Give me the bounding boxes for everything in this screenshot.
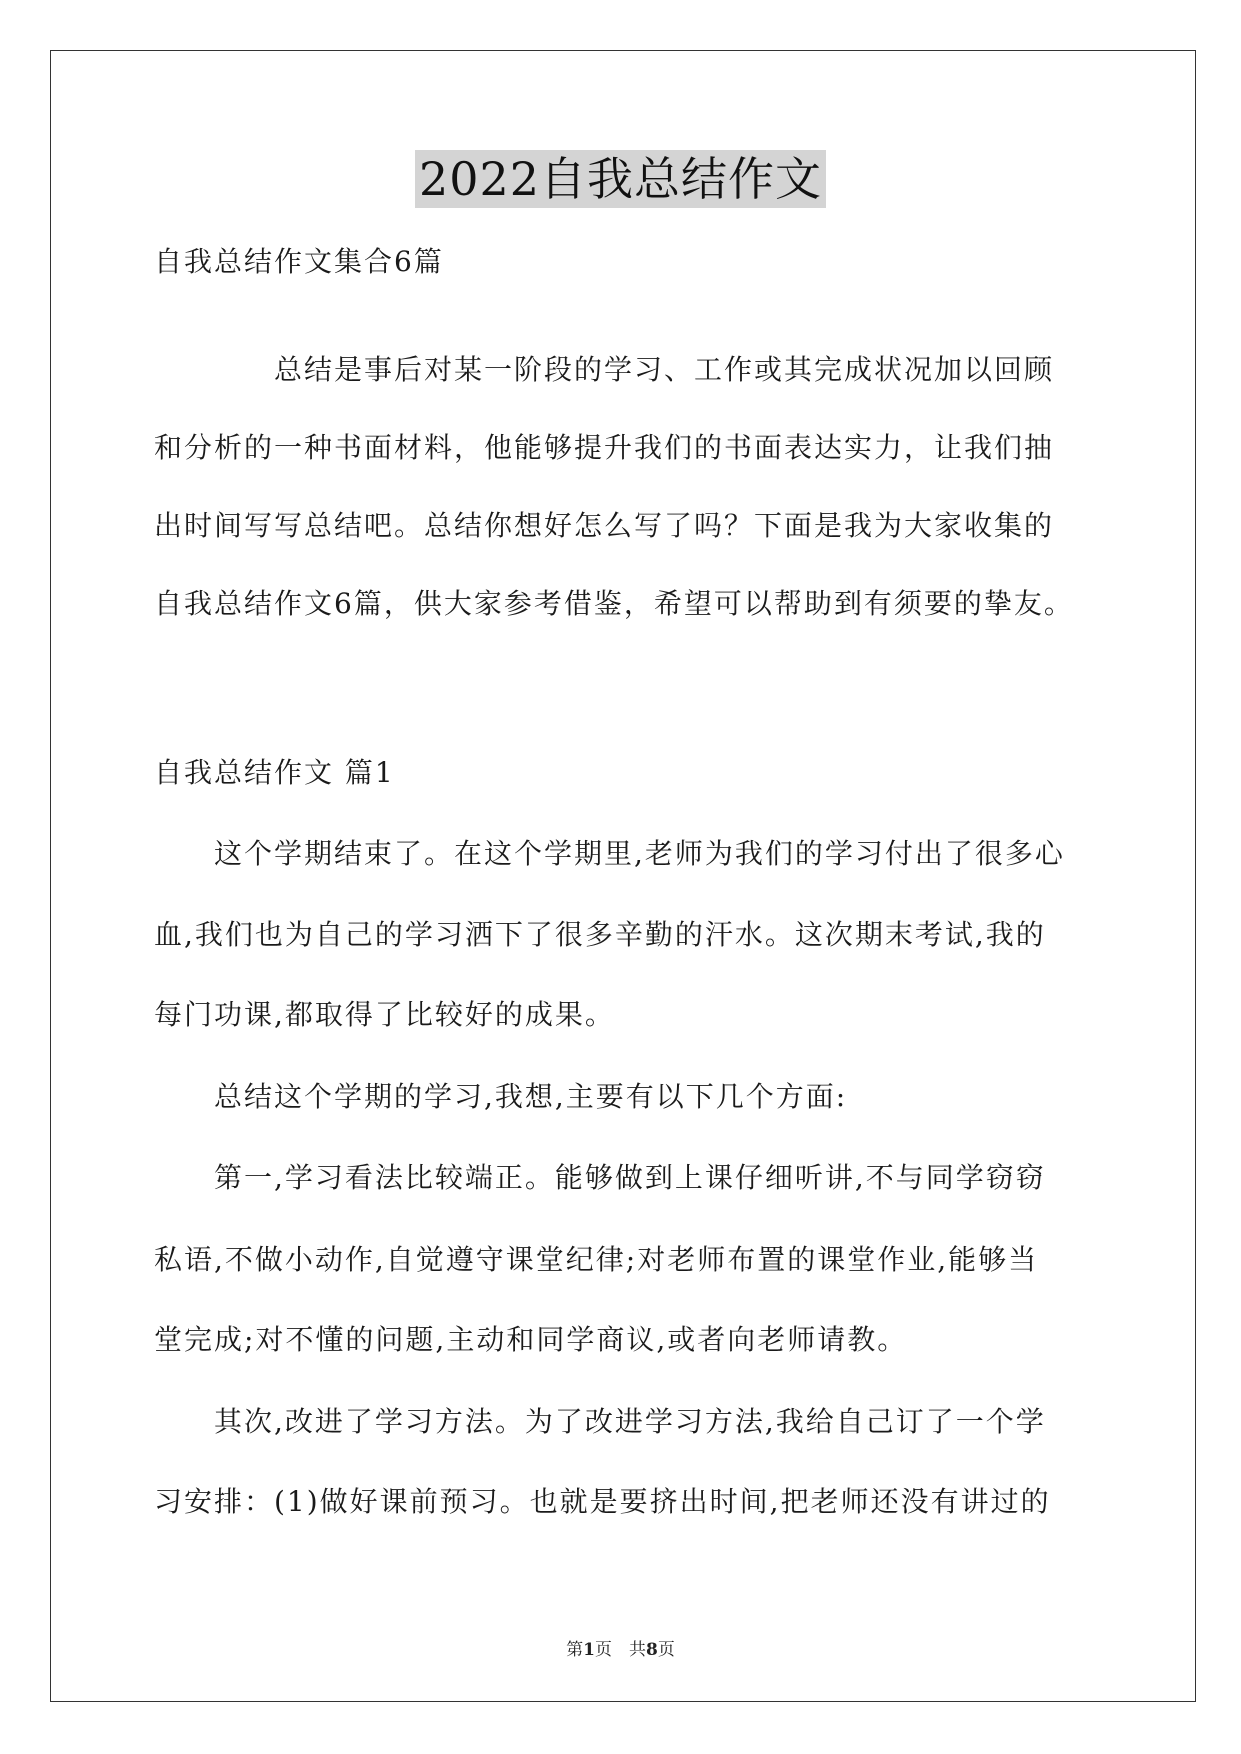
section-heading-1: 自我总结作文 篇1	[154, 756, 395, 789]
body-line-5: 第一,学习看法比较端正。能够做到上课仔细听讲,不与同学窃窃	[154, 1161, 1046, 1194]
document-title: 2022自我总结作文	[415, 150, 826, 208]
footer-page-mid: 页 共	[595, 1640, 646, 1660]
intro-line-1: 总结是事后对某一阶段的学习、工作或其完成状况加以回顾	[154, 353, 1055, 386]
intro-line-2: 和分析的一种书面材料，他能够提升我们的书面表达实力，让我们抽	[154, 431, 1055, 464]
footer-page-suffix: 页	[657, 1640, 675, 1660]
footer-page-total: 8	[646, 1640, 658, 1660]
page-border	[50, 50, 1196, 1702]
intro-line-4: 自我总结作文6篇，供大家参考借鉴，希望可以帮助到有须要的挚友。	[154, 587, 1074, 620]
intro-line-3: 出时间写写总结吧。总结你想好怎么写了吗？下面是我为大家收集的	[154, 509, 1055, 542]
page-footer	[0, 1638, 1241, 1662]
footer-page-current: 1	[583, 1640, 595, 1660]
body-line-7: 堂完成;对不懂的问题,主动和同学商议,或者向老师请教。	[154, 1323, 908, 1356]
subtitle-line: 自我总结作文集合6篇	[154, 245, 444, 278]
footer-page-prefix: 第	[566, 1640, 584, 1660]
body-line-3: 每门功课,都取得了比较好的成果。	[154, 998, 615, 1031]
title-container	[0, 150, 1241, 208]
body-line-8: 其次,改进了学习方法。为了改进学习方法,我给自己订了一个学	[154, 1405, 1046, 1438]
body-line-6: 私语,不做小动作,自觉遵守课堂纪律;对老师布置的课堂作业,能够当	[154, 1243, 1039, 1276]
body-line-1: 这个学期结束了。在这个学期里,老师为我们的学习付出了很多心	[154, 837, 1065, 870]
body-line-2: 血,我们也为自己的学习洒下了很多辛勤的汗水。这次期末考试,我的	[154, 918, 1046, 951]
body-line-9: 习安排：(1)做好课前预习。也就是要挤出时间,把老师还没有讲过的	[154, 1485, 1051, 1518]
body-line-4: 总结这个学期的学习,我想,主要有以下几个方面:	[154, 1080, 848, 1113]
